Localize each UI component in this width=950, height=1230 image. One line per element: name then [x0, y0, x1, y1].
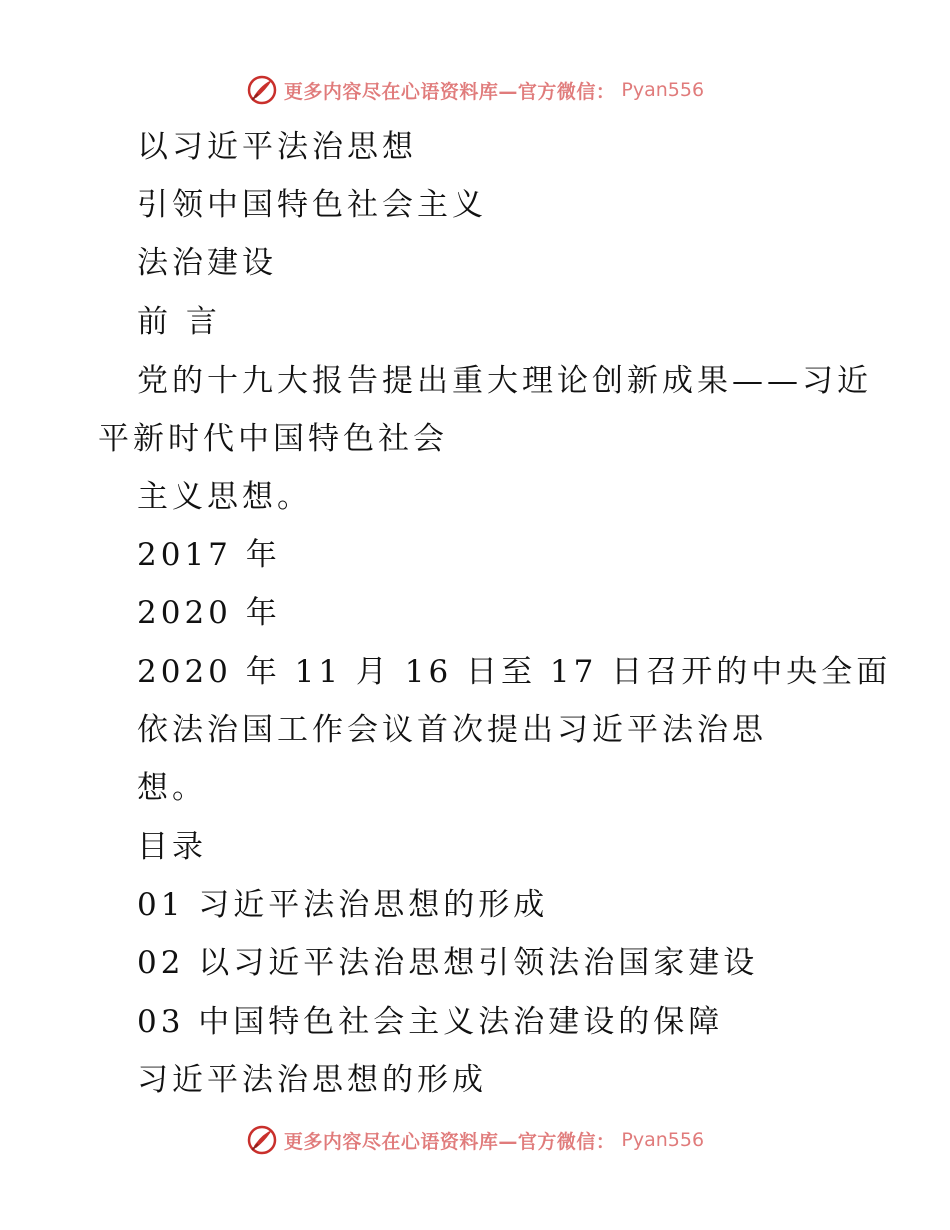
paragraph-line: 平新时代中国特色社会 — [98, 421, 448, 457]
preface-heading: 前 言 — [137, 304, 221, 340]
footer-watermark — [0, 1120, 950, 1160]
title-line-1: 以习近平法治思想 — [137, 129, 417, 165]
title-line-2: 引领中国特色社会主义 — [137, 187, 487, 223]
watermark-id: Pyan556 — [621, 79, 705, 101]
toc-item: 01 习近平法治思想的形成 — [137, 887, 549, 923]
title-line-3: 法治建设 — [137, 245, 277, 281]
paragraph-line: 2020 年 — [137, 595, 281, 631]
quill-logo-icon — [246, 74, 278, 106]
paragraph-line: 依法治国工作会议首次提出习近平法治思 — [137, 712, 767, 748]
watermark-id: Pyan556 — [621, 1129, 705, 1151]
watermark-text: 更多内容尽在心语资料库—官方微信： — [283, 1130, 616, 1153]
watermark-text: 更多内容尽在心语资料库—官方微信： — [283, 80, 616, 103]
toc-item: 02 以习近平法治思想引领法治国家建设 — [137, 945, 759, 981]
paragraph-line: 2017 年 — [137, 537, 281, 573]
quill-logo-icon — [246, 1124, 278, 1156]
section-heading: 习近平法治思想的形成 — [137, 1062, 487, 1098]
paragraph-line: 主义思想。 — [137, 479, 312, 515]
paragraph-line: 党的十九大报告提出重大理论创新成果——习近 — [137, 363, 872, 399]
toc-item: 03 中国特色社会主义法治建设的保障 — [137, 1004, 724, 1040]
toc-heading: 目录 — [137, 829, 207, 865]
header-watermark — [0, 70, 950, 110]
paragraph-line: 2020 年 11 月 16 日至 17 日召开的中央全面 — [137, 654, 892, 690]
paragraph-line: 想。 — [137, 770, 207, 806]
